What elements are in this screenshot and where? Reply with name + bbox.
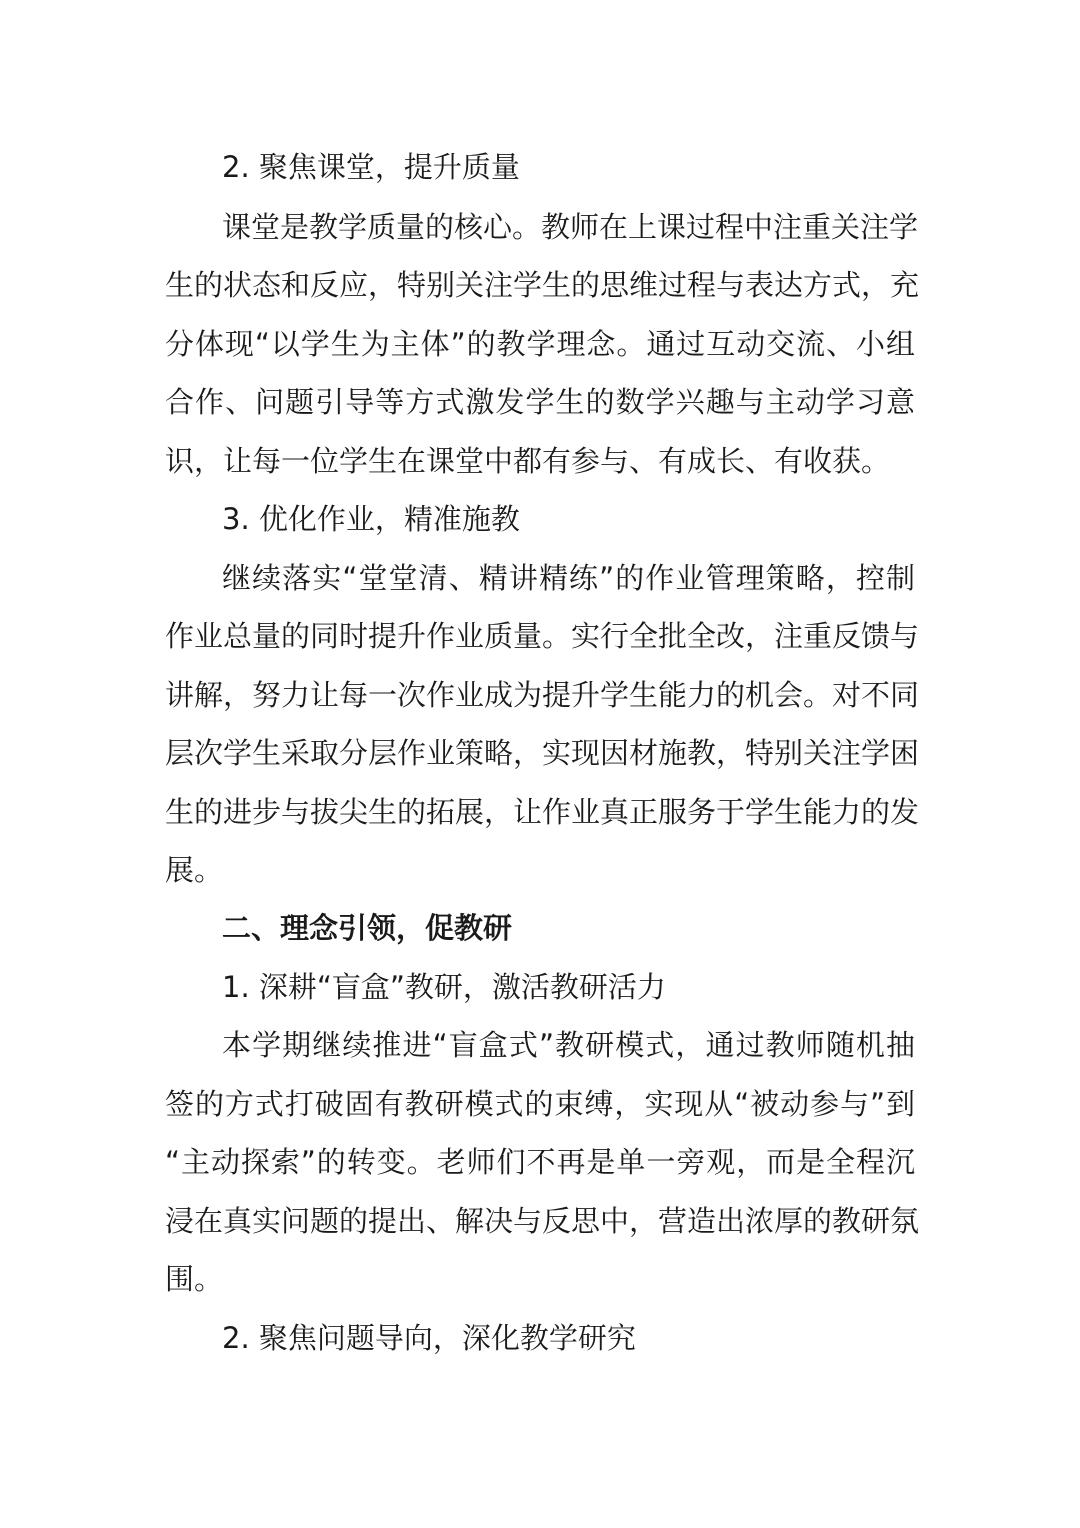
paragraph-line: 围。 [165, 1262, 224, 1296]
paragraph-line: 作业总量的同时提升作业质量。实行全批全改，注重反馈与 [165, 619, 920, 653]
paragraph-line: 合作、问题引导等方式激发学生的数学兴趣与主动学习意 [165, 385, 915, 419]
paragraph-line: 本学期继续推进“盲盒式”教研模式，通过教师随机抽 [222, 1028, 915, 1062]
heading-1-blind-box-research: 1. 深耕“盲盒”教研，激活教研活力 [222, 970, 666, 1004]
paragraph-line: 课堂是教学质量的核心。教师在上课过程中注重关注学 [222, 210, 919, 244]
heading-2-problem-oriented: 2. 聚焦问题导向，深化教学研究 [222, 1321, 636, 1355]
paragraph-line: 继续落实“堂堂清、精讲精练”的作业管理策略，控制 [222, 561, 915, 595]
paragraph-line: 签的方式打破固有教研模式的束缚，实现从“被动参与”到 [165, 1087, 915, 1121]
paragraph-line: 生的进步与拔尖生的拓展，让作业真正服务于学生能力的发 [165, 795, 920, 829]
paragraph-line: 展。 [165, 853, 224, 887]
paragraph-line: 分体现“以学生为主体”的教学理念。通过互动交流、小组 [165, 327, 915, 361]
paragraph-line: 生的状态和反应，特别关注学生的思维过程与表达方式，充 [165, 268, 920, 302]
paragraph-line: 讲解，努力让每一次作业成为提升学生能力的机会。对不同 [165, 678, 920, 712]
heading-3-optimize-homework: 3. 优化作业，精准施教 [222, 502, 520, 536]
paragraph-line: 层次学生采取分层作业策略，实现因材施教，特别关注学困 [165, 736, 920, 770]
heading-2-focus-classroom: 2. 聚焦课堂，提升质量 [222, 150, 520, 184]
paragraph-line: 识，让每一位学生在课堂中都有参与、有成长、有收获。 [165, 444, 891, 478]
paragraph-line: “主动探索”的转变。老师们不再是单一旁观，而是全程沉 [165, 1145, 915, 1179]
paragraph-line: 浸在真实问题的提出、解决与反思中，营造出浓厚的教研氛 [165, 1204, 920, 1238]
section-heading-concept-leads-research: 二、理念引领，促教研 [222, 911, 513, 945]
